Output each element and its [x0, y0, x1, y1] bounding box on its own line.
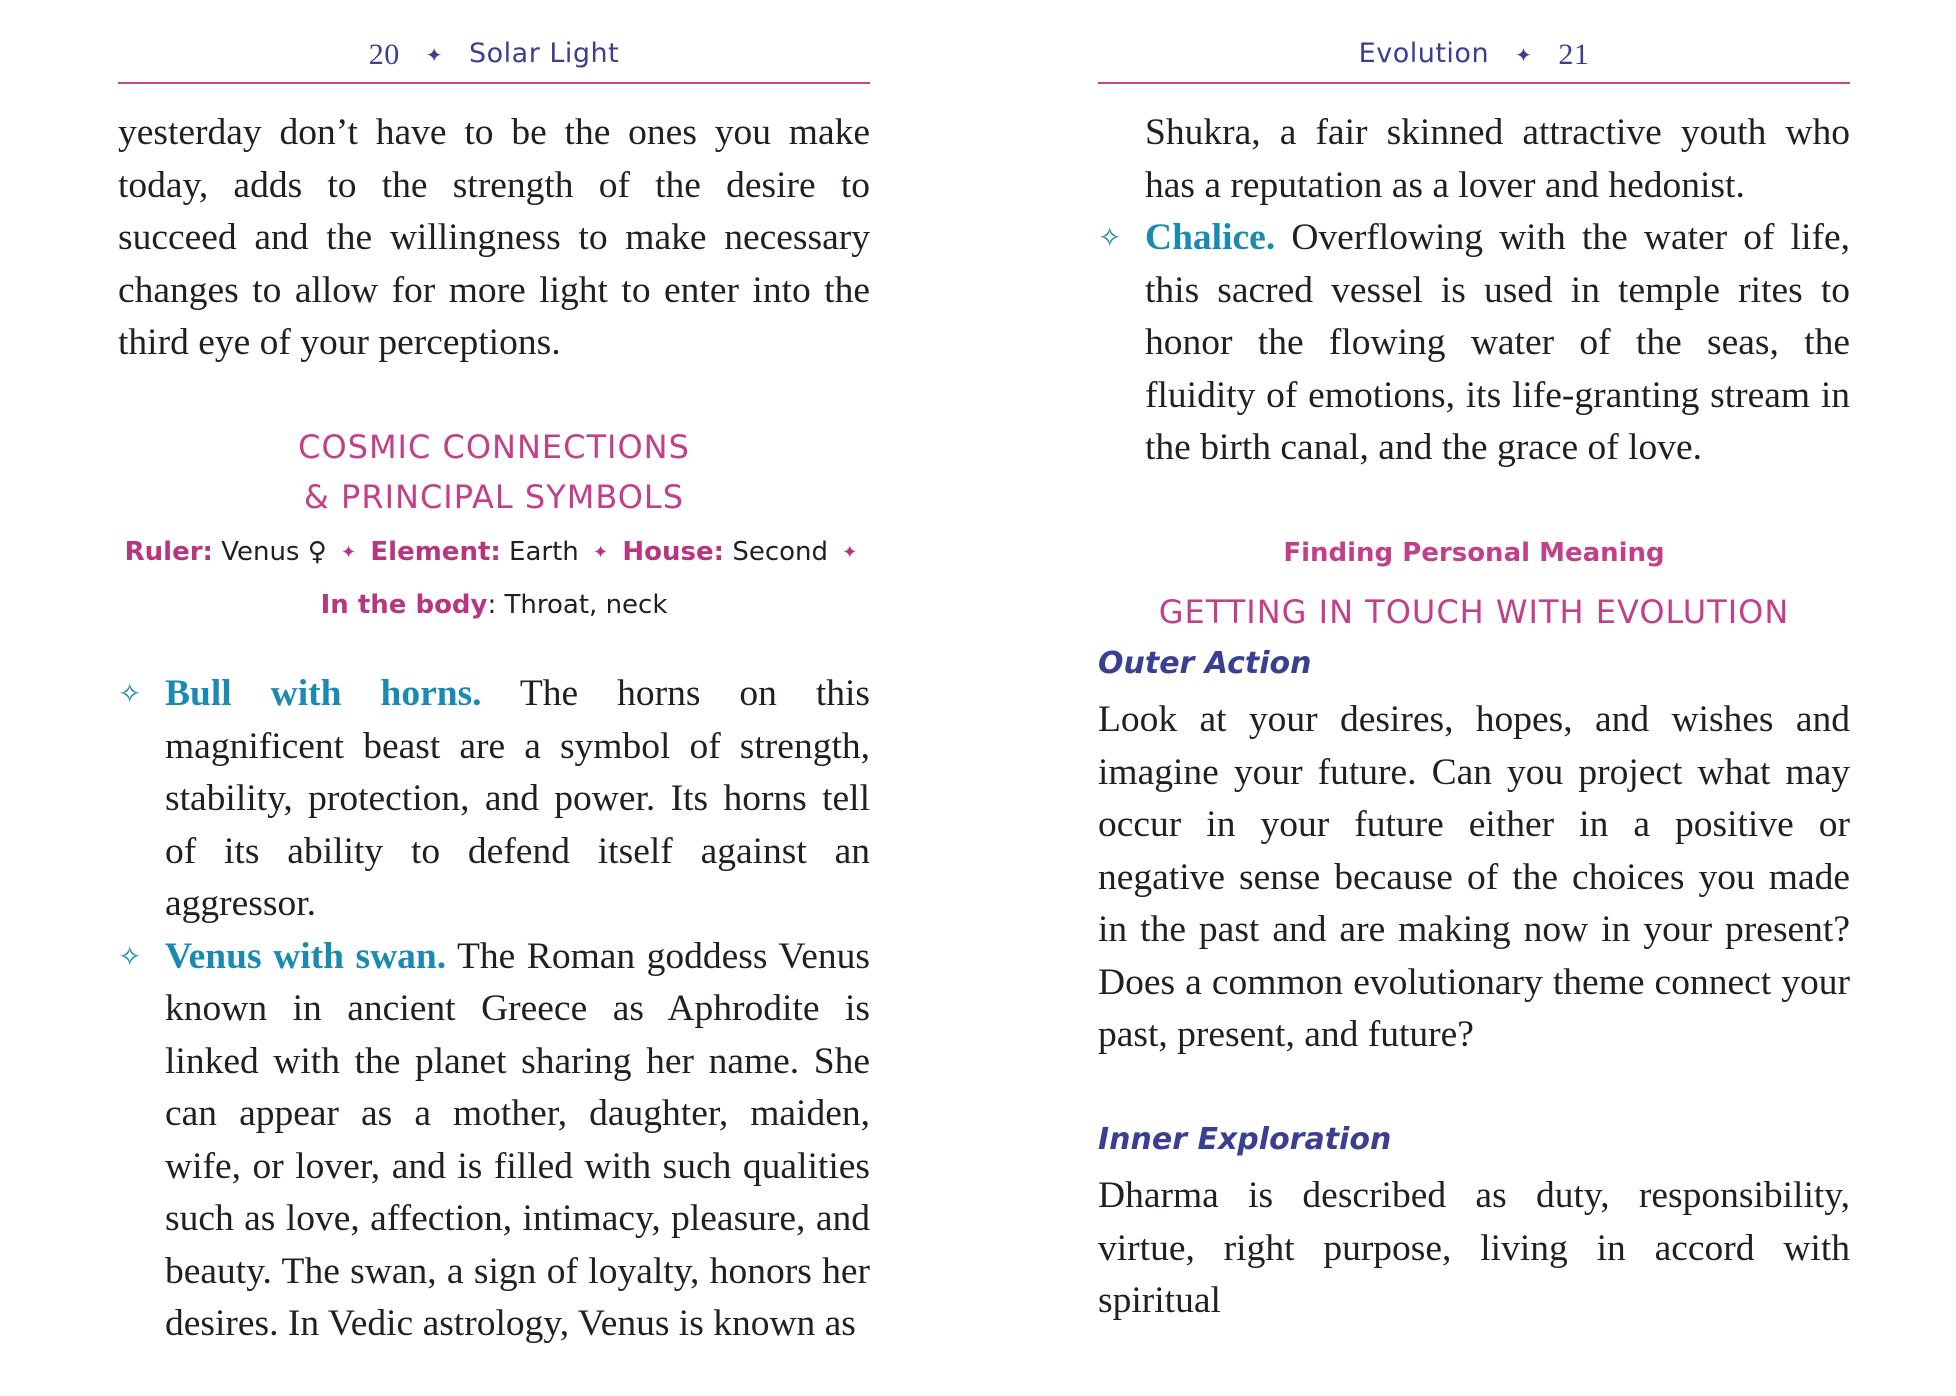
running-head-left: [118, 38, 870, 84]
body-value: : Throat, neck: [487, 590, 668, 620]
outer-action-heading: Outer Action: [1098, 646, 1312, 681]
sparkle-bullet-icon: ✧: [118, 939, 142, 973]
correspondences: [118, 526, 870, 579]
star-icon: ✦: [425, 43, 443, 67]
symbol-text: The Roman goddess Venus known in ancient Greece as Aphrodite is linked with the planet sharing her name. She can appear as a mother, daughter, maiden, wife, or lover, and is filled with such qualities such as love, affection, intimacy, pleasure, and beauty. The swan, a sign of loyalty, honors her desires. In Vedic astrology, Venus is known as: [165, 935, 870, 1344]
page-number: 21: [1558, 38, 1590, 71]
symbol-text: The horns on this magnificent beast are a symbol of strength, stability, protection, and power. Its horns tell of its ability to defend itself against an aggressor.: [165, 673, 871, 924]
outer-action-text: Look at your desires, hopes, and wishes and imagine your future. Can you project what may occur in your future either in a positive or negative sense because of the choices you made in the past and are making now in your present? Does a common evolutionary theme connect your past, present, and future?: [1098, 699, 1850, 1055]
house-label: House:: [622, 537, 725, 567]
section-title-line1: COSMIC CONNECTIONS: [298, 428, 690, 466]
ruler-label: Ruler:: [124, 537, 213, 567]
running-title: Evolution: [1358, 38, 1490, 69]
ruler-value: Venus ♀: [221, 537, 327, 567]
star-icon: ✦: [1515, 43, 1533, 67]
inner-exploration-text: Dharma is described as duty, responsibility, virtue, right purpose, living in accord with spiritual: [1098, 1175, 1850, 1321]
element-label: Element:: [370, 537, 501, 567]
page-number: 20: [368, 38, 400, 71]
list-item: [118, 668, 870, 931]
section-title: [118, 422, 870, 522]
symbol-list: [1098, 107, 1850, 475]
continued-text: Shukra, a fair skinned attractive youth who has a reputation as a lover and hedonist.: [1145, 112, 1850, 206]
section-title: GETTING IN TOUCH WITH EVOLUTION: [1158, 593, 1790, 631]
sparkle-bullet-icon: ✧: [118, 677, 142, 710]
inner-exploration-heading: Inner Exploration: [1098, 1122, 1392, 1157]
section-title-line2: & PRINCIPAL SYMBOLS: [303, 478, 685, 516]
symbol-term: Venus with swan.: [165, 935, 447, 977]
sparkle-bullet-icon: ✧: [1098, 221, 1122, 254]
list-item: [1098, 212, 1850, 475]
running-title: Solar Light: [468, 38, 620, 69]
intro-paragraph: yesterday don’t have to be the ones you make today, adds to the strength of the desire to succeed and the willingness to make necessary changes to allow for more light to enter into the third eye of your perceptions.: [118, 112, 870, 363]
symbol-text: Overflowing with the water of life, this sacred vessel is used in temple rites to honor the flowing water of the seas, the fluidity of emotions, its life-granting stream in the birth canal, and the grace of love.: [1145, 217, 1850, 468]
symbol-term: Chalice.: [1145, 217, 1276, 258]
house-value: Second: [732, 537, 828, 567]
list-item: [118, 931, 870, 1351]
symbol-list: [118, 668, 870, 1351]
diamond-icon: ✦: [842, 542, 858, 563]
finding-label: Finding Personal Meaning: [1283, 538, 1665, 568]
symbol-term: Bull with horns.: [165, 673, 482, 714]
diamond-icon: ✦: [341, 542, 357, 563]
running-head-right: [1098, 38, 1850, 84]
element-value: Earth: [509, 537, 579, 567]
correspondences-body: [118, 579, 870, 632]
diamond-icon: ✦: [593, 542, 609, 563]
body-label: In the body: [320, 590, 488, 620]
